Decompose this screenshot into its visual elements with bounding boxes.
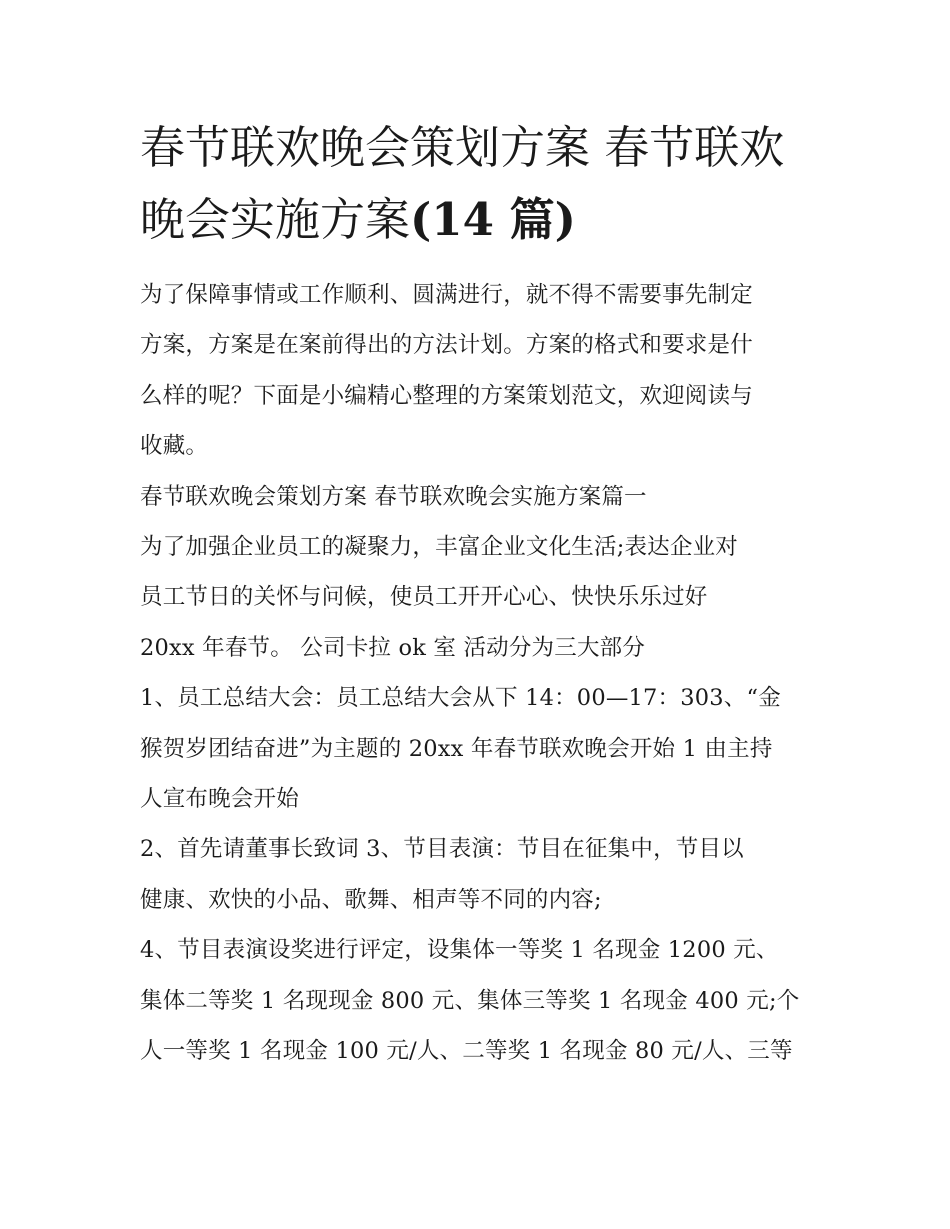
list-item-line: 集体二等奖 1 名现现金 800 元、集体三等奖 1 名现金 400 元;个 [140,987,800,1014]
body-line: 为了加强企业员工的凝聚力，丰富企业文化生活;表达企业对 [140,534,738,561]
document-title [140,112,812,256]
list-item-line: 人宣布晚会开始 [140,786,299,813]
list-item-line: 健康、欢快的小品、歌舞、相声等不同的内容; [140,886,602,913]
body-line: 收藏。 [140,433,209,460]
list-item-line: 2、首先请董事长致词 3、节目表演：节目在征集中，节目以 [140,836,744,863]
list-item-line: 1、员工总结大会：员工总结大会从下 14：00—17：303、“金 [140,685,781,712]
list-item-line: 人一等奖 1 名现金 100 元/人、二等奖 1 名现金 80 元/人、三等 [140,1038,793,1065]
body-line: 员工节日的关怀与问候，使员工开开心心、快快乐乐过好 [140,584,708,611]
document-body [140,270,812,1077]
body-line: 20xx 年春节。 公司卡拉 ok 室 活动分为三大部分 [140,634,646,661]
title-main-text: 春节联欢晚会策划方案 春节联欢晚会实施方案 [140,121,785,246]
body-line: 为了保障事情或工作顺利、圆满进行，就不得不需要事先制定 [140,282,753,308]
title-suffix-text: (14 篇) [410,193,576,246]
document-page [140,112,812,1077]
list-item-line: 猴贺岁团结奋进”为主题的 20xx 年春节联欢晚会开始 1 由主持 [140,735,773,762]
section-heading: 春节联欢晚会策划方案 春节联欢晚会实施方案篇一 [140,483,647,510]
list-item-line: 4、节目表演设奖进行评定，设集体一等奖 1 名现金 1200 元、 [140,937,779,964]
body-line: 方案，方案是在案前得出的方法计划。方案的格式和要求是什 [140,332,753,359]
body-line: 么样的呢？下面是小编精心整理的方案策划范文，欢迎阅读与 [140,382,753,409]
